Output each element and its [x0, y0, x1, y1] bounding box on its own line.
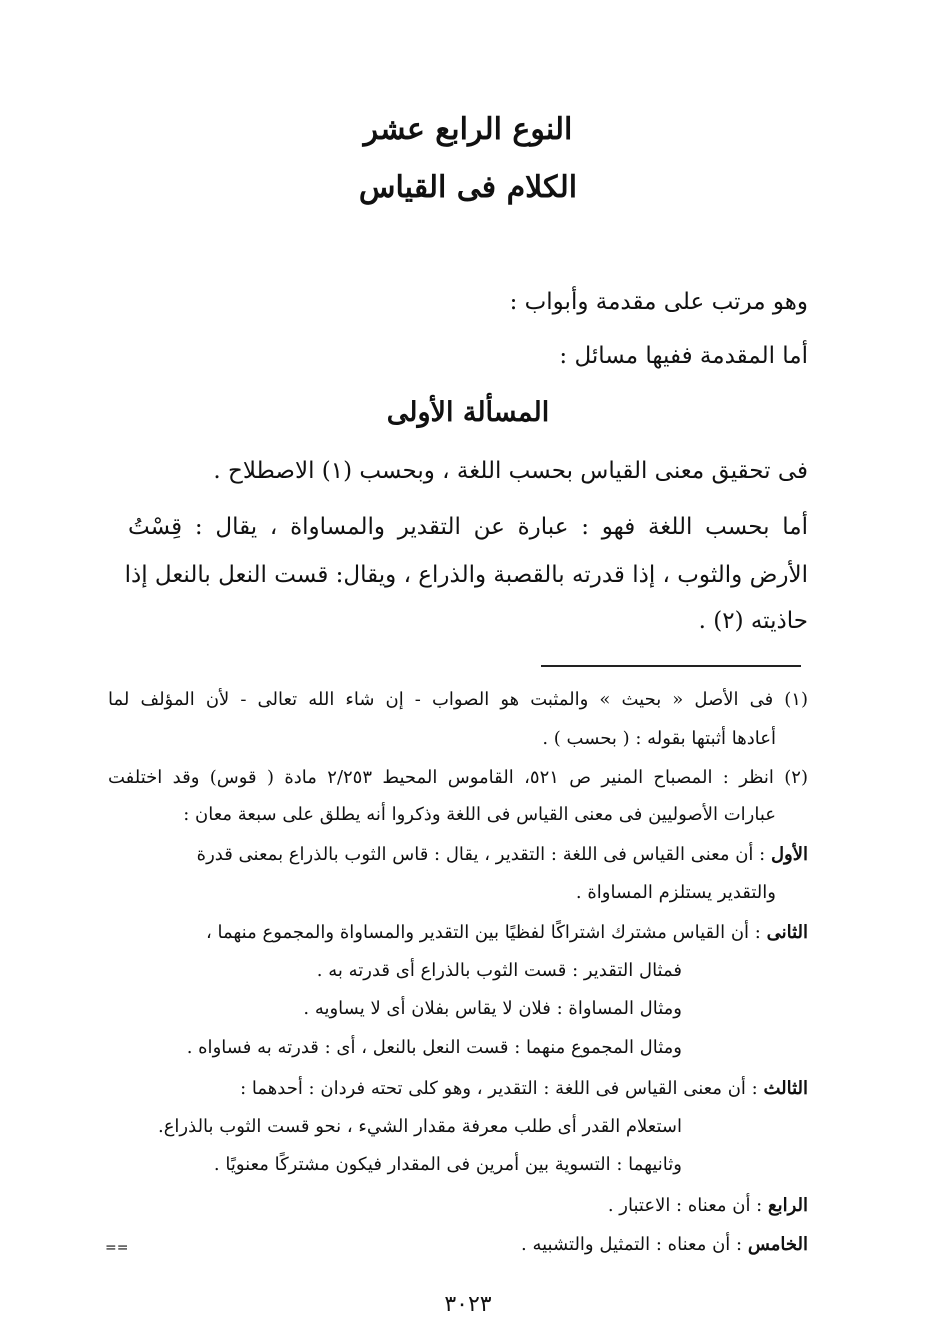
footnote-1-line-1: (١) فى الأصل « بحيث » والمثبت هو الصواب - إن شاء الله تعالى - لأن المؤلف لما — [108, 689, 808, 710]
paragraph-line-3: حاذيته (٢) . — [698, 608, 808, 634]
paragraph-line-1: أما بحسب اللغة فهو : عبارة عن التقدير والمساواة ، يقال : قِسْتُ — [128, 514, 808, 540]
meaning-first-line-2: والتقدير يستلزم المساواة . — [575, 882, 776, 903]
chapter-title: النوع الرابع عشر — [363, 112, 573, 147]
meaning-second-line-2: فمثال التقدير : قست الثوب بالذراع أى قدرته به . — [316, 960, 682, 981]
meaning-second-label: الثانى — [766, 922, 808, 943]
meaning-first-line-1 — [197, 844, 808, 865]
footnote-2-line-1: (٢) انظر : المصباح المنير ص ٥٢١، القاموس المحيط ٢/٢٥٣ مادة ( قوس) وقد اختلفت — [108, 767, 808, 788]
meaning-fourth-label: الرابع — [767, 1195, 808, 1216]
footnote-2-line-2: عبارات الأصوليين فى معنى القياس فى اللغة وذكروا أنه يطلق على سبعة معان : — [183, 804, 776, 825]
meaning-third-text: : أن معنى القياس فى اللغة : التقدير ، وهو كلى تحته فردان : أحدهما : — [240, 1078, 758, 1099]
meaning-third-label: الثالث — [763, 1078, 808, 1099]
intro-line-2: أما المقدمة ففيها مسائل : — [559, 343, 808, 369]
meaning-third-line-1 — [240, 1078, 808, 1099]
meaning-third-line-2: استعلام القدر أى طلب معرفة مقدار الشيء ، نحو قست الثوب بالذراع. — [157, 1116, 682, 1137]
section-heading: المسألة الأولى — [386, 397, 550, 428]
meaning-fourth-line — [608, 1195, 808, 1216]
meaning-second-line-4: ومثال المجموع منهما : قست النعل بالنعل ، أى : قدرته به فساواه . — [186, 1037, 682, 1058]
footnote-1-line-2: أعادها أثبتها بقوله : ( بحسب ) . — [542, 728, 776, 749]
section-subtitle: فى تحقيق معنى القياس بحسب اللغة ، وبحسب (١) الاصطلاح . — [213, 458, 808, 484]
meaning-fifth-text: : أن معناه : التمثيل والتشبيه . — [521, 1234, 743, 1255]
continuation-mark: == — [105, 1240, 129, 1256]
meaning-fifth-line — [521, 1234, 808, 1255]
page-number: ٣٠٢٣ — [444, 1292, 492, 1317]
meaning-fourth-text: : أن معناه : الاعتبار . — [607, 1195, 763, 1216]
intro-line-1: وهو مرتب على مقدمة وأبواب : — [509, 289, 808, 315]
meaning-second-line-3: ومثال المساواة : فلان لا يقاس بفلان أى لا يساويه . — [303, 998, 682, 1019]
meaning-fifth-label: الخامس — [747, 1234, 808, 1255]
meaning-third-line-3: وثانيهما : التسوية بين أمرين فى المقدار فيكون مشتركًا معنويًا . — [213, 1154, 682, 1175]
paragraph-line-2: الأرض والثوب ، إذا قدرته بالقصبة والذراع ، ويقال: قست النعل بالنعل إذا — [124, 562, 808, 588]
meaning-first-label: الأول — [770, 844, 808, 865]
meaning-second-line-1 — [206, 922, 808, 943]
meaning-first-text: : أن معنى القياس فى اللغة : التقدير ، يقال : قاس الثوب بالذراع بمعنى قدرة — [196, 844, 766, 865]
chapter-subtitle: الكلام فى القياس — [358, 170, 578, 205]
meaning-second-text: : أن القياس مشترك اشتراكًا لفظيًا بين التقدير والمساواة والمجموع منهما ، — [205, 922, 761, 943]
footnote-separator — [541, 665, 801, 667]
